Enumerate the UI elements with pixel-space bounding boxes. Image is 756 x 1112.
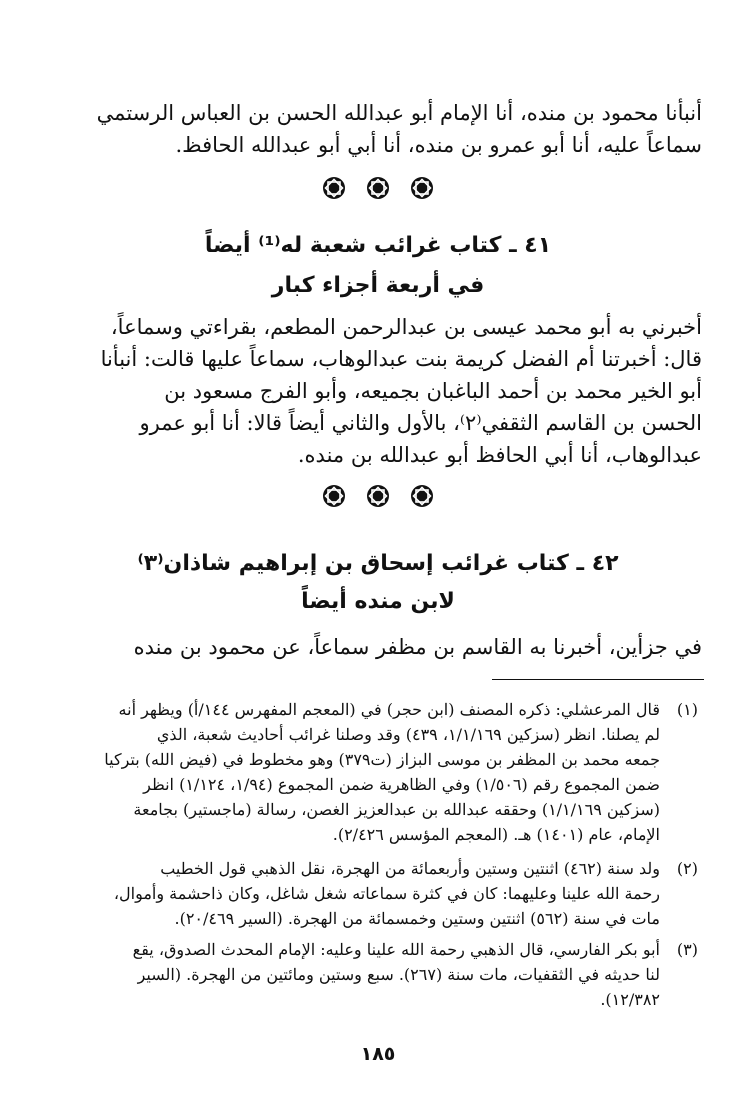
octagram-ornament-icon [322,484,346,508]
footnote-line: ولد سنة (٤٦٢) اثنتين وستين وأربعمائة من الهجرة، نقل الذهبي قول الخطيب [160,859,660,878]
footnote-line: رحمة الله علينا وعليهما: كان في كثرة سماعاته شغل شاغل، وكان ذاحشمة وأموال، [113,884,660,903]
footnote-text [92,697,660,853]
section-42-subtitle: لابن منده أيضاً [301,589,455,614]
section-42-title: ٤٢ ـ كتاب غرائب إسحاق بن إبراهيم شاذان⁽٣⁾ [137,551,619,576]
body-line: عبدالوهاب، أنا أبي الحافظ أبو عبدالله بن منده. [297,443,702,467]
section-42-body [92,632,702,666]
body-line: الحسن بن القاسم الثقفي⁽٢⁾، بالأول والثاني أيضاً قالا: أنا أبو عمرو [139,411,702,435]
footnote-line: ١٢/٣٨٢). [600,990,660,1009]
footnote-number: (٣) [676,940,698,959]
footnote-line: مات في سنة (٥٦٢) اثنتين وستين وخمسمائة من الهجرة. (السير ٢٠/٤٦٩). [174,909,660,928]
footnote-line: لنا حديثه في الثقفيات، مات سنة (٢٦٧). سبع وستين ومائتين من الهجرة. (السير [137,965,660,984]
intro-line: أنبأنا محمود بن منده، أنا الإمام أبو عبدالله الحسن بن العباس الرستمي [96,101,702,125]
footnote-text [92,856,660,934]
octagram-ornament-icon [366,176,390,200]
body-line: أخبرني به أبو محمد عيسى بن عبدالرحمن المطعم، بقراءتي وسماعاً، [110,315,702,339]
octagram-ornament-icon [366,484,390,508]
section-41-title: ٤١ ـ كتاب غرائب شعبة له⁽¹⁾ أيضاً [204,233,552,258]
octagram-ornament-icon [410,484,434,508]
footnote-line: الإمام، عام (١٤٠١) هـ. (المعجم المؤسس ٢/٤٢٦). [332,825,660,844]
section-41-subtitle: في أربعة أجزاء كبار [271,273,485,298]
footnote-line: لم يصلنا. انظر (سزكين ١/١/١٦٩، ٤٣٩) وقد وصلنا غرائب أحاديث شعبة، الذي [156,725,660,744]
footnote-line: (سزكين ١/١/١٦٩) وحققه عبدالله بن عبدالعزيز الغصن، رسالة (ماجستير) بجامعة [133,800,660,819]
body-line: في جزأين، أخبرنا به القاسم بن مظفر سماعاً، عن محمود بن منده [133,635,702,659]
footnote-text [92,937,660,1015]
footnote-line: جمعه محمد بن المظفر بن موسى البزاز (ت٣٧٩) وهو مخطوط في (فيض الله) بتركيا [104,750,660,769]
page-number: ١٨٥ [360,1043,396,1065]
footnote-line: أبو بكر الفارسي، قال الذهبي رحمة الله علينا وعليه: الإمام المحدث الصدوق، يقع [132,940,660,959]
section-41-body [92,312,702,482]
octagram-ornament-icon [410,176,434,200]
footnote-number: (١) [676,700,698,719]
intro-line: سماعاً عليه، أنا أبو عمرو بن منده، أنا أبي أبو عبدالله الحافظ. [175,133,702,157]
footnote-separator [492,679,704,680]
octagram-ornament-icon [322,176,346,200]
footnote-line: قال المرعشلي: ذكره المصنف (ابن حجر) في (المعجم المفهرس ١٤٤/أ) ويظهر أنه [118,700,660,719]
ornament-divider [0,176,756,200]
intro-paragraph [92,90,702,160]
footnote-line: ضمن المجموع رقم (١/٥٠٦) وفي الظاهرية ضمن المجموع (١/٩٤، ١/١٢٤) انظر [143,775,660,794]
footnote-number: (٢) [676,859,698,878]
body-line: أبو الخير محمد بن أحمد الباغبان بجميعه، وأبو الفرج مسعود بن [164,379,702,403]
body-line: قال: أخبرتنا أم الفضل كريمة بنت عبدالوهاب، سماعاً عليها قالت: أنبأنا [100,347,702,371]
ornament-divider [0,484,756,508]
